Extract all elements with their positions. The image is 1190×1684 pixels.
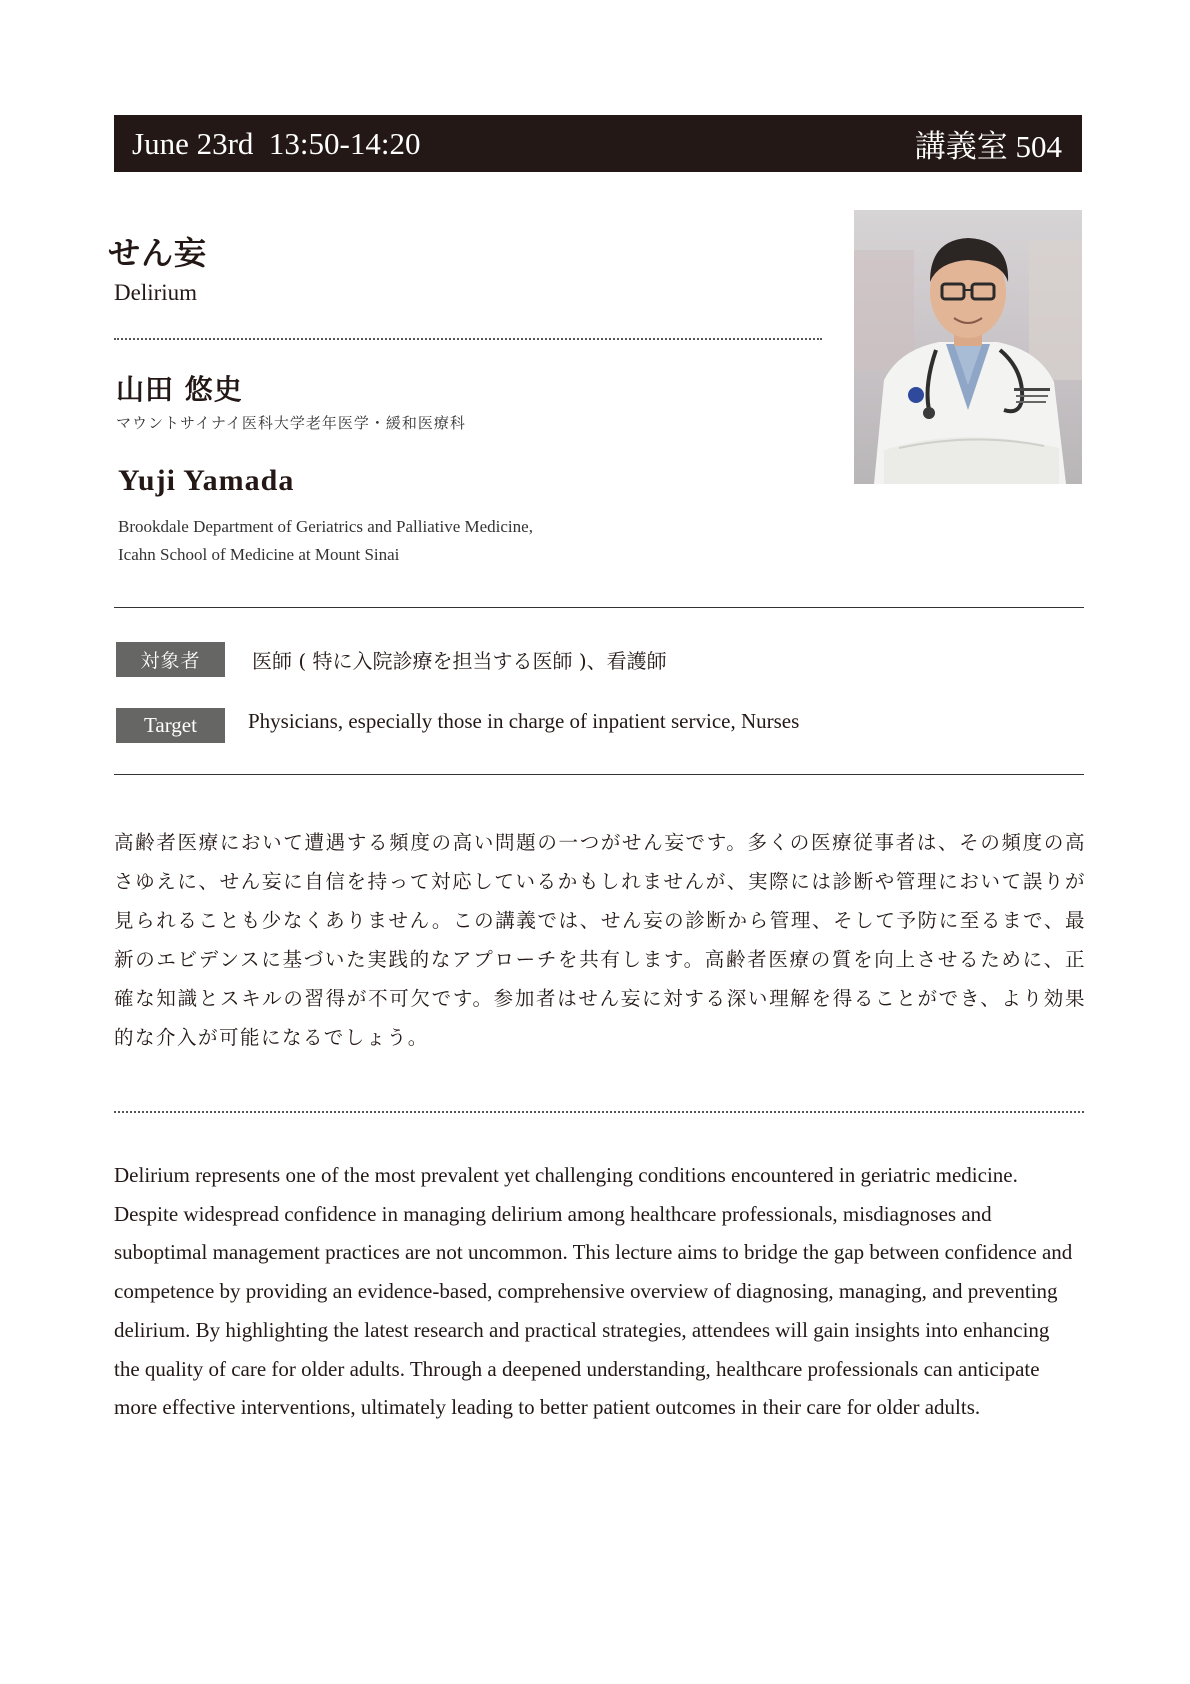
speaker-name-ja: 山田 悠史 <box>116 373 243 406</box>
speaker-photo <box>854 210 1082 484</box>
lecture-title-en: Delirium <box>114 280 198 305</box>
session-header-bar <box>114 115 1082 172</box>
target-top-rule <box>114 607 1084 608</box>
speaker-affiliation-ja: マウントサイナイ医科大学老年医学・緩和医療科 <box>116 414 466 432</box>
target-text-ja: 医師 ( 特に入院診療を担当する医師 )、看護師 <box>252 649 667 673</box>
speaker-affiliation-en-line2: Icahn School of Medicine at Mount Sinai <box>118 545 400 564</box>
speaker-affiliation-en-line1: Brookdale Department of Geriatrics and Palliative Medicine, <box>118 517 533 536</box>
target-text-en: Physicians, especially those in charge of inpatient service, Nurses <box>248 709 800 733</box>
session-room: 講義室 504 <box>914 129 1062 164</box>
lecture-title-ja: せん妄 <box>108 234 208 272</box>
abstract-en: Delirium represents one of the most prevalent yet challenging conditions encountered in geriatric medicine. Despite widespread confidence in managing delirium among healthcare professionals, misdiagnoses and suboptimal management practices are not uncommon. This lecture aims to bridge the gap between confidence and competence by providing an evidence-based, comprehensive overview of diagnosing, managing, and preventing delirium. By highlighting the latest research and practical strategies, attendees will gain insights into enhancing the quality of care for older adults. Through a deepened understanding, healthcare professionals can anticipate more effective interventions, ultimately leading to better patient outcomes in their care for older adults. <box>114 1163 1073 1420</box>
target-bottom-rule <box>114 774 1084 775</box>
abstract-ja: 高齢者医療において遭遇する頻度の高い問題の一つがせん妄です。多くの医療従事者は、その頻度の高さゆえに、せん妄に自信を持って対応しているかもしれませんが、実際には診断や管理において誤りが見られることも少なくありません。この講義では、せん妄の診断から管理、そして予防に至るまで、最新のエビデンスに基づいた実践的なアプローチを共有します。高齢者医療の質を向上させるために、正確な知識とスキルの習得が不可欠です。参加者はせん妄に対する深い理解を得ることができ、より効果的な介入が可能になるでしょう。 <box>114 831 1086 1049</box>
target-label-en: Target <box>116 708 225 743</box>
abstract-divider <box>114 1111 1084 1113</box>
target-label-ja: 対象者 <box>116 642 225 677</box>
title-divider <box>114 338 822 340</box>
session-datetime: June 23rd 13:50-14:20 <box>132 125 421 161</box>
speaker-name-en: Yuji Yamada <box>118 464 295 497</box>
